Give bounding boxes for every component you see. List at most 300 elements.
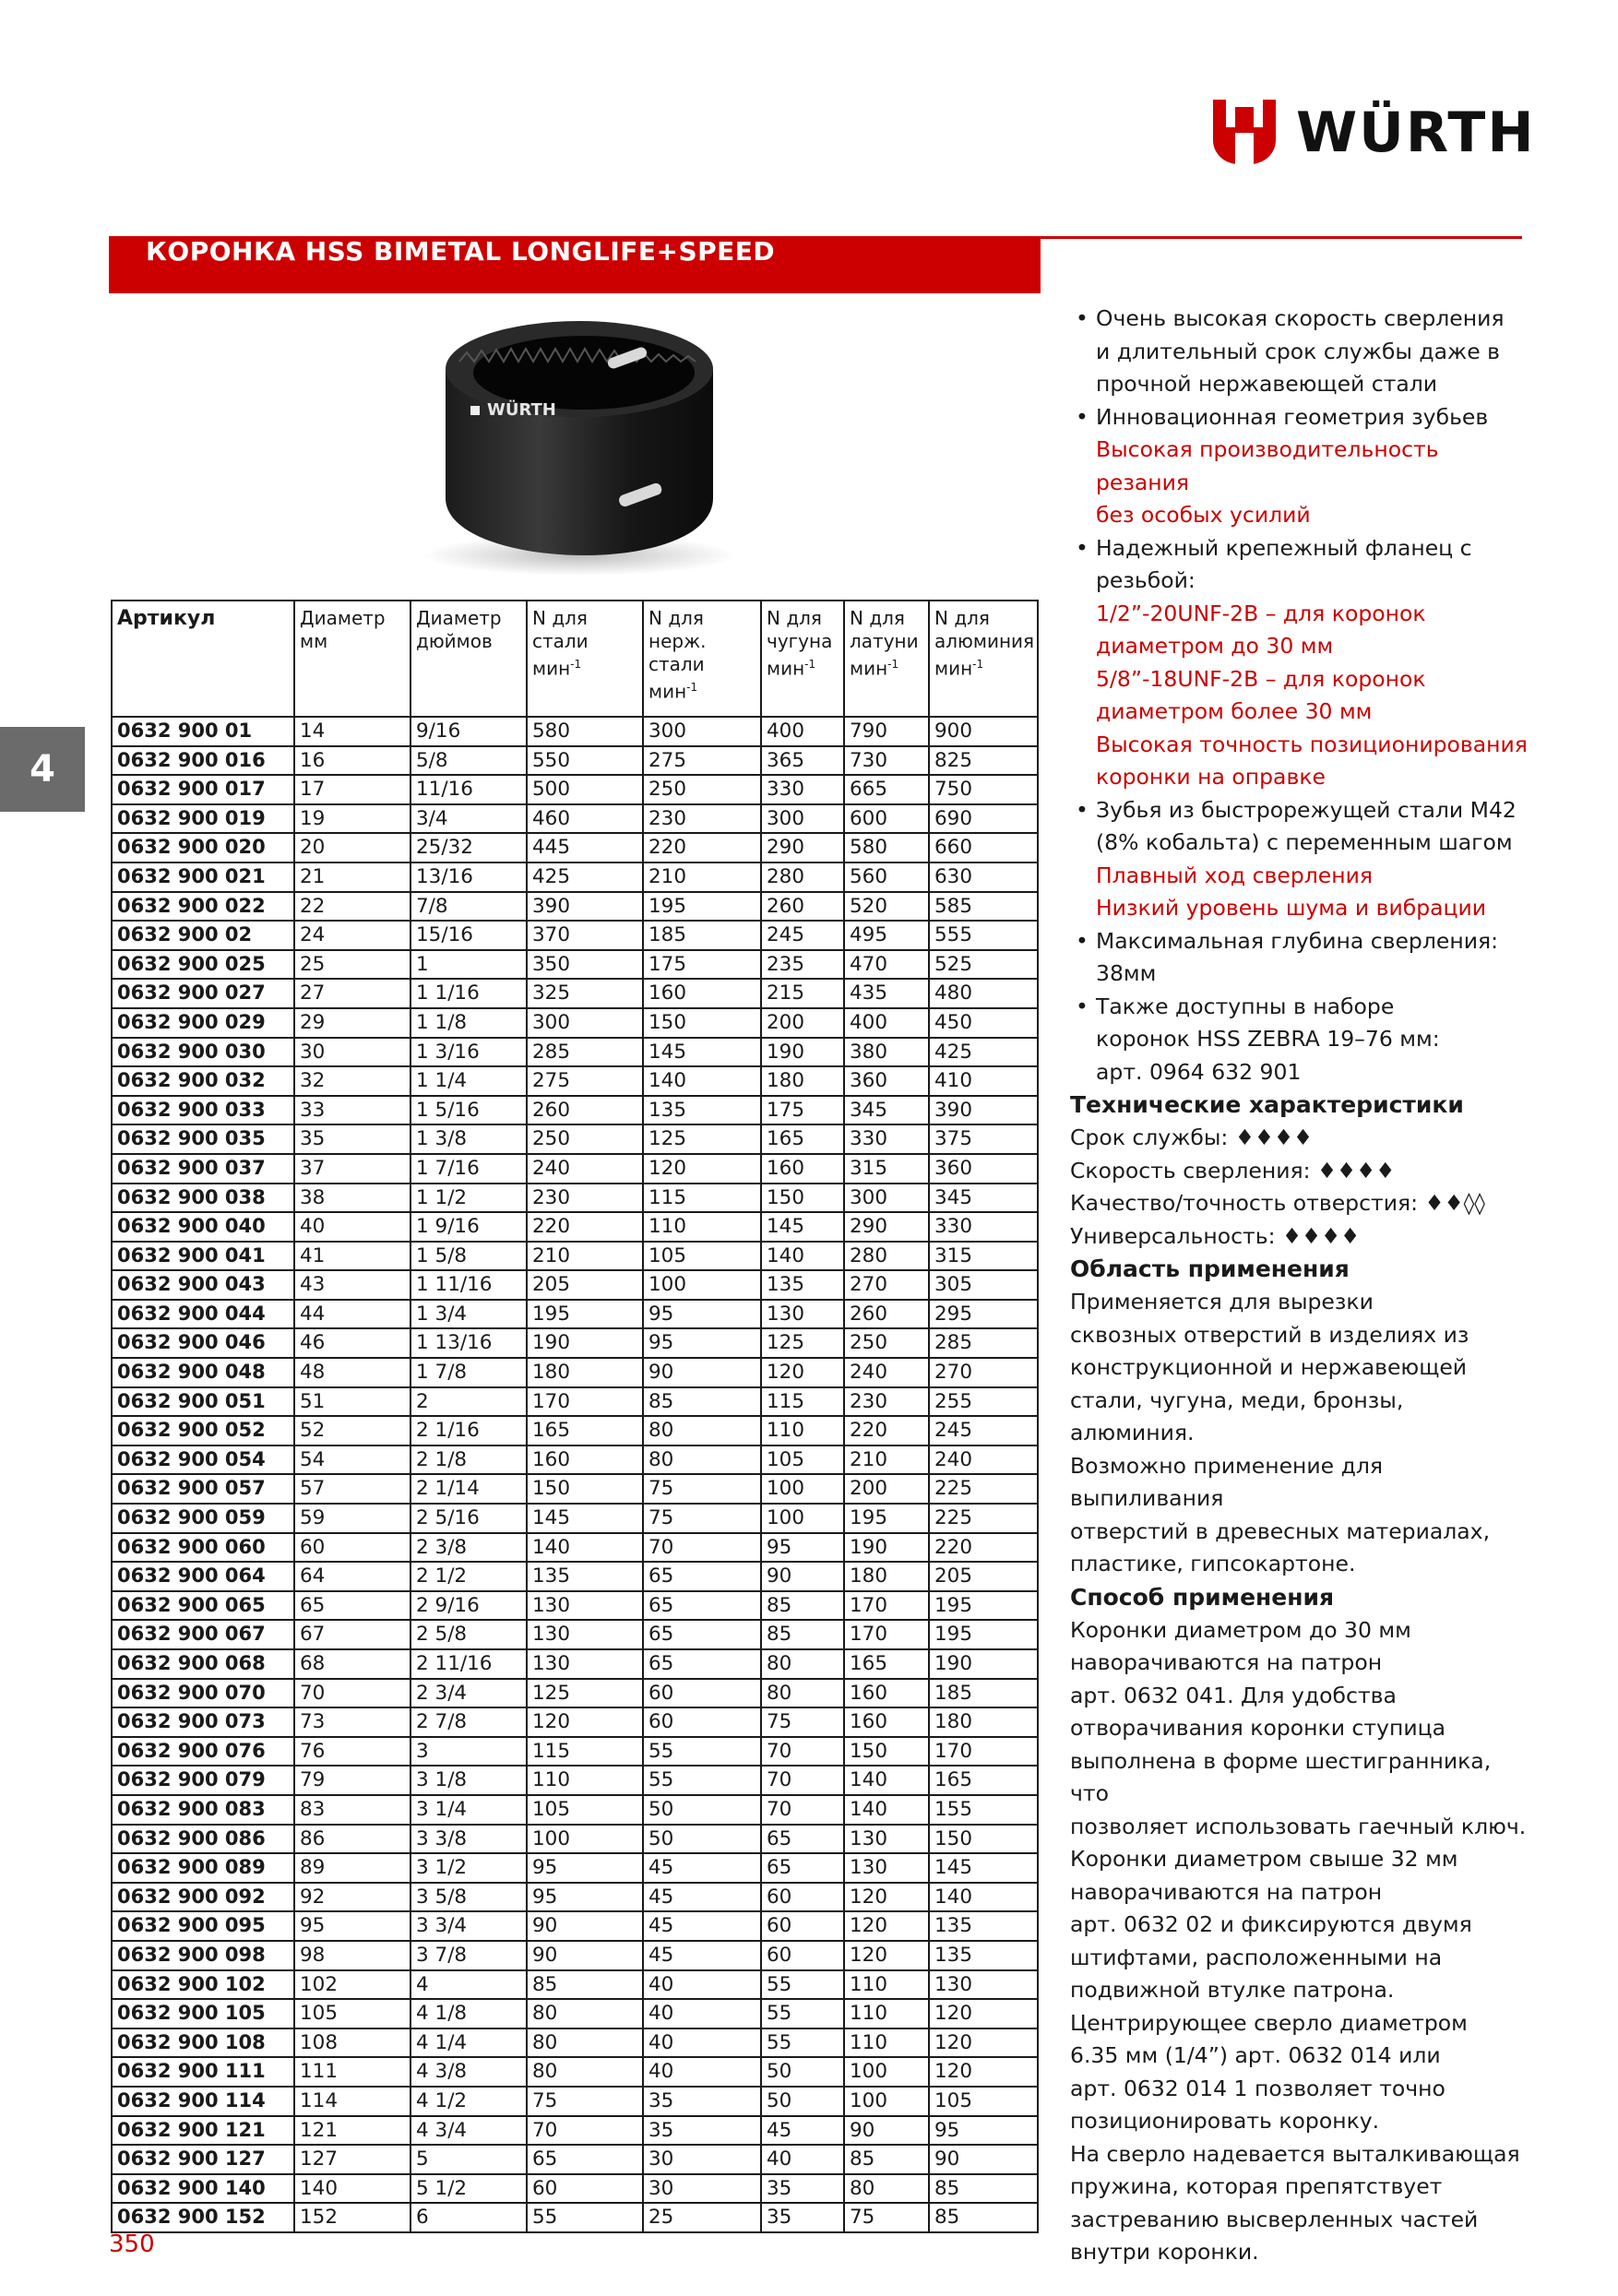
- article-cell: 0632 900 064: [112, 1562, 294, 1591]
- table-cell: 90: [929, 2145, 1038, 2174]
- table-cell: 185: [643, 921, 761, 950]
- article-cell: 0632 900 057: [112, 1474, 294, 1504]
- table-cell: 140: [844, 1766, 929, 1795]
- table-cell: 65: [643, 1649, 761, 1679]
- table-cell: 300: [527, 1008, 643, 1038]
- table-cell: 3/4: [410, 804, 527, 834]
- table-cell: 330: [761, 775, 844, 804]
- table-cell: 35: [761, 2203, 844, 2232]
- method-line: Центрирующее сверло диаметром: [1070, 2009, 1468, 2036]
- table-cell: 80: [844, 2174, 929, 2204]
- table-cell: 100: [643, 1270, 761, 1300]
- table-cell: 130: [929, 1970, 1038, 2000]
- table-cell: 270: [929, 1358, 1038, 1387]
- table-cell: 5/8: [410, 746, 527, 776]
- table-row: [112, 1883, 1038, 1912]
- table-cell: 80: [643, 1416, 761, 1445]
- table-cell: 6: [410, 2203, 527, 2232]
- table-cell: 435: [844, 979, 929, 1008]
- table-cell: 25: [294, 950, 410, 980]
- table-cell: 55: [761, 1970, 844, 2000]
- table-cell: 170: [929, 1737, 1038, 1767]
- table-cell: 115: [761, 1387, 844, 1417]
- table-cell: 110: [527, 1766, 643, 1795]
- table-cell: 68: [294, 1649, 410, 1679]
- table-cell: 50: [761, 2087, 844, 2116]
- column-header: N для стали мин$^{-1}$: [527, 601, 643, 717]
- table-cell: 86: [294, 1825, 410, 1854]
- table-cell: 60: [761, 1883, 844, 1912]
- method-line: Коронки диаметром свыше 32 мм: [1070, 1846, 1458, 1872]
- table-cell: 50: [643, 1825, 761, 1854]
- table-cell: 75: [643, 1474, 761, 1504]
- table-row: [112, 1737, 1038, 1767]
- table-cell: 205: [929, 1562, 1038, 1591]
- table-cell: 19: [294, 804, 410, 834]
- article-cell: 0632 900 033: [112, 1096, 294, 1125]
- table-row: [112, 2087, 1038, 2116]
- feature-text: 38мм: [1096, 960, 1157, 986]
- table-cell: 135: [527, 1562, 643, 1591]
- table-cell: 165: [527, 1416, 643, 1445]
- table-cell: 165: [844, 1649, 929, 1679]
- table-cell: 30: [294, 1038, 410, 1067]
- table-cell: 900: [929, 717, 1038, 746]
- table-row: [112, 1300, 1038, 1329]
- feature-item: [1070, 303, 1531, 401]
- table-cell: 445: [527, 833, 643, 862]
- table-cell: 1 1/16: [410, 979, 527, 1008]
- table-cell: 65: [643, 1620, 761, 1649]
- table-row: [112, 1387, 1038, 1417]
- table-cell: 460: [527, 804, 643, 834]
- article-cell: 0632 900 051: [112, 1387, 294, 1417]
- table-row: [112, 862, 1038, 892]
- feature-item: [1070, 532, 1531, 794]
- table-cell: 21: [294, 862, 410, 892]
- table-cell: 85: [929, 2203, 1038, 2232]
- table-cell: 114: [294, 2087, 410, 2116]
- table-cell: 65: [643, 1591, 761, 1621]
- feature-text: резьбой:: [1096, 567, 1196, 593]
- feature-highlight: диаметром до 30 мм: [1096, 633, 1334, 659]
- table-cell: 500: [527, 775, 643, 804]
- table-cell: 76: [294, 1737, 410, 1767]
- table-cell: 90: [527, 1941, 643, 1970]
- area-heading: Область применения: [1070, 1255, 1350, 1282]
- feature-text: • Надежный крепежный фланец с: [1096, 534, 1472, 561]
- table-cell: 100: [761, 1474, 844, 1504]
- article-cell: 0632 900 065: [112, 1591, 294, 1621]
- table-cell: 150: [844, 1737, 929, 1767]
- table-cell: 4 1/2: [410, 2087, 527, 2116]
- table-cell: 85: [844, 2145, 929, 2174]
- table-row: [112, 2116, 1038, 2146]
- method-line: На сверло надевается выталкивающая: [1070, 2140, 1520, 2167]
- table-cell: 165: [929, 1766, 1038, 1795]
- table-cell: 46: [294, 1328, 410, 1358]
- table-cell: 3 7/8: [410, 1941, 527, 1970]
- table-cell: 35: [761, 2174, 844, 2204]
- table-cell: 260: [527, 1096, 643, 1125]
- feature-highlight: Плавный ход сверления: [1096, 862, 1374, 888]
- article-cell: 0632 900 114: [112, 2087, 294, 2116]
- table-cell: 92: [294, 1883, 410, 1912]
- table-cell: 155: [929, 1795, 1038, 1825]
- table-cell: 90: [844, 2116, 929, 2146]
- method-line: наворачиваются на патрон: [1070, 1649, 1383, 1675]
- table-cell: 1 3/4: [410, 1300, 527, 1329]
- table-cell: 60: [643, 1679, 761, 1708]
- table-cell: 60: [643, 1707, 761, 1737]
- table-cell: 120: [643, 1154, 761, 1184]
- page-number: 350: [109, 2231, 155, 2258]
- table-cell: 360: [929, 1154, 1038, 1184]
- table-row: [112, 1533, 1038, 1563]
- table-cell: 240: [527, 1154, 643, 1184]
- table-cell: 305: [929, 1270, 1038, 1300]
- table-cell: 67: [294, 1620, 410, 1649]
- feature-highlight: коронки на оправке: [1096, 764, 1326, 790]
- table-cell: 180: [929, 1707, 1038, 1737]
- table-row: [112, 1591, 1038, 1621]
- table-cell: 70: [761, 1795, 844, 1825]
- area-text: [1070, 1286, 1531, 1581]
- table-cell: 1 7/8: [410, 1358, 527, 1387]
- table-cell: 150: [643, 1008, 761, 1038]
- table-cell: 450: [929, 1008, 1038, 1038]
- table-cell: 130: [844, 1825, 929, 1854]
- feature-text: • Максимальная глубина сверления:: [1096, 927, 1499, 954]
- table-cell: 65: [527, 2145, 643, 2174]
- table-cell: 3 3/8: [410, 1825, 527, 1854]
- table-row: [112, 2028, 1038, 2058]
- table-row: [112, 1504, 1038, 1533]
- table-cell: 90: [643, 1358, 761, 1387]
- table-cell: 40: [761, 2145, 844, 2174]
- table-cell: 60: [527, 2174, 643, 2204]
- table-cell: 2 3/4: [410, 1679, 527, 1708]
- table-cell: 35: [294, 1124, 410, 1154]
- table-cell: 180: [761, 1066, 844, 1096]
- table-cell: 90: [761, 1562, 844, 1591]
- table-row: [112, 775, 1038, 804]
- column-header: N для нерж. стали мин$^{-1}$: [643, 601, 761, 717]
- article-cell: 0632 900 044: [112, 1300, 294, 1329]
- table-row: [112, 2203, 1038, 2232]
- table-cell: 3 5/8: [410, 1883, 527, 1912]
- table-cell: 270: [844, 1270, 929, 1300]
- table-cell: 215: [761, 979, 844, 1008]
- table-cell: 2 1/14: [410, 1474, 527, 1504]
- table-cell: 520: [844, 892, 929, 922]
- table-cell: 4 1/4: [410, 2028, 527, 2058]
- table-row: [112, 979, 1038, 1008]
- method-line: арт. 0632 014 1 позволяет точно: [1070, 2075, 1445, 2101]
- article-cell: 0632 900 121: [112, 2116, 294, 2146]
- table-cell: 79: [294, 1766, 410, 1795]
- table-cell: 400: [844, 1008, 929, 1038]
- table-cell: 40: [294, 1212, 410, 1242]
- table-cell: 290: [761, 833, 844, 862]
- column-header: Артикул: [112, 601, 294, 717]
- method-line: позиционировать коронку.: [1070, 2108, 1380, 2134]
- column-header: N для чугуна мин$^{-1}$: [761, 601, 844, 717]
- table-cell: 25/32: [410, 833, 527, 862]
- table-cell: 185: [929, 1679, 1038, 1708]
- table-cell: 125: [527, 1679, 643, 1708]
- article-cell: 0632 900 068: [112, 1649, 294, 1679]
- table-cell: 110: [844, 2028, 929, 2058]
- table-header-row: [112, 601, 1038, 717]
- article-cell: 0632 900 083: [112, 1795, 294, 1825]
- table-cell: 135: [643, 1096, 761, 1125]
- hole-saw-image: [404, 304, 745, 581]
- table-cell: 4 3/4: [410, 2116, 527, 2146]
- table-cell: 64: [294, 1562, 410, 1591]
- feature-text: • Очень высокая скорость сверления: [1096, 305, 1505, 331]
- table-cell: 220: [929, 1533, 1038, 1563]
- table-cell: 80: [643, 1445, 761, 1475]
- table-cell: 24: [294, 921, 410, 950]
- table-cell: 555: [929, 921, 1038, 950]
- table-cell: 220: [844, 1416, 929, 1445]
- article-cell: 0632 900 025: [112, 950, 294, 980]
- table-cell: 45: [643, 1941, 761, 1970]
- table-cell: 9/16: [410, 717, 527, 746]
- table-cell: 1 5/16: [410, 1096, 527, 1125]
- table-cell: 285: [929, 1328, 1038, 1358]
- table-cell: 4 1/8: [410, 1999, 527, 2028]
- table-cell: 560: [844, 862, 929, 892]
- feature-item: [1070, 794, 1531, 925]
- table-cell: 160: [527, 1445, 643, 1475]
- table-cell: 55: [527, 2203, 643, 2232]
- table-row: [112, 2145, 1038, 2174]
- table-cell: 95: [527, 1883, 643, 1912]
- table-cell: 130: [527, 1620, 643, 1649]
- article-cell: 0632 900 140: [112, 2174, 294, 2204]
- table-cell: 110: [844, 1970, 929, 2000]
- table-cell: 5 1/2: [410, 2174, 527, 2204]
- tech-line: Срок службы: ♦♦♦♦: [1070, 1124, 1314, 1150]
- table-cell: 80: [527, 2028, 643, 2058]
- method-line: подвижной втулке патрона.: [1070, 1977, 1395, 2003]
- table-cell: 130: [527, 1591, 643, 1621]
- table-cell: 70: [643, 1533, 761, 1563]
- table-cell: 290: [844, 1212, 929, 1242]
- table-row: [112, 2057, 1038, 2087]
- table-cell: 170: [844, 1591, 929, 1621]
- article-cell: 0632 900 038: [112, 1184, 294, 1213]
- article-cell: 0632 900 021: [112, 862, 294, 892]
- table-cell: 140: [844, 1795, 929, 1825]
- table-cell: 230: [643, 804, 761, 834]
- feature-highlight: диаметром более 30 мм: [1096, 698, 1373, 724]
- table-cell: 2 11/16: [410, 1649, 527, 1679]
- table-cell: 54: [294, 1445, 410, 1475]
- table-cell: 210: [643, 862, 761, 892]
- table-cell: 89: [294, 1853, 410, 1883]
- table-cell: 210: [527, 1242, 643, 1271]
- article-cell: 0632 900 102: [112, 1970, 294, 2000]
- features-column: [1070, 303, 1531, 2269]
- table-row: [112, 1825, 1038, 1854]
- table-cell: 1 3/8: [410, 1124, 527, 1154]
- table-cell: 160: [761, 1154, 844, 1184]
- table-row: [112, 746, 1038, 776]
- table-cell: 2 1/8: [410, 1445, 527, 1475]
- table-row: [112, 1270, 1038, 1300]
- table-cell: 70: [527, 2116, 643, 2146]
- table-cell: 130: [844, 1853, 929, 1883]
- area-line: пластике, гипсокартоне.: [1070, 1551, 1356, 1576]
- article-cell: 0632 900 029: [112, 1008, 294, 1038]
- table-cell: 120: [844, 1911, 929, 1941]
- spec-table: [111, 600, 1039, 2233]
- table-cell: 60: [294, 1533, 410, 1563]
- method-text: [1070, 1614, 1531, 2269]
- table-cell: 95: [643, 1300, 761, 1329]
- table-cell: 175: [643, 950, 761, 980]
- table-cell: 730: [844, 746, 929, 776]
- article-cell: 0632 900 041: [112, 1242, 294, 1271]
- table-row: [112, 1707, 1038, 1737]
- table-cell: 2 3/8: [410, 1533, 527, 1563]
- table-cell: 345: [929, 1184, 1038, 1213]
- article-cell: 0632 900 105: [112, 1999, 294, 2028]
- table-cell: 230: [527, 1184, 643, 1213]
- table-cell: 152: [294, 2203, 410, 2232]
- table-cell: 660: [929, 833, 1038, 862]
- table-cell: 255: [929, 1387, 1038, 1417]
- table-row: [112, 1999, 1038, 2028]
- table-cell: 2: [410, 1387, 527, 1417]
- table-cell: 2 5/8: [410, 1620, 527, 1649]
- table-cell: 1: [410, 950, 527, 980]
- table-cell: 83: [294, 1795, 410, 1825]
- table-cell: 690: [929, 804, 1038, 834]
- table-cell: 45: [643, 1883, 761, 1912]
- table-cell: 1 1/2: [410, 1184, 527, 1213]
- table-cell: 59: [294, 1504, 410, 1533]
- table-cell: 35: [643, 2087, 761, 2116]
- table-cell: 360: [844, 1066, 929, 1096]
- article-cell: 0632 900 095: [112, 1911, 294, 1941]
- table-cell: 220: [643, 833, 761, 862]
- table-cell: 600: [844, 804, 929, 834]
- article-cell: 0632 900 037: [112, 1154, 294, 1184]
- table-cell: 145: [527, 1504, 643, 1533]
- table-cell: 140: [929, 1883, 1038, 1912]
- feature-text: • Также доступны в наборе: [1096, 993, 1395, 1019]
- table-cell: 55: [761, 1999, 844, 2028]
- table-cell: 80: [527, 1999, 643, 2028]
- method-line: застреванию высверленных частей: [1070, 2206, 1479, 2232]
- table-cell: 250: [844, 1328, 929, 1358]
- table-cell: 40: [643, 1970, 761, 2000]
- article-cell: 0632 900 048: [112, 1358, 294, 1387]
- table-cell: 495: [844, 921, 929, 950]
- method-line: выполнена в форме шестигранника, что: [1070, 1747, 1492, 1806]
- article-cell: 0632 900 059: [112, 1504, 294, 1533]
- table-cell: 790: [844, 717, 929, 746]
- table-cell: 170: [527, 1387, 643, 1417]
- table-row: [112, 950, 1038, 980]
- article-cell: 0632 900 152: [112, 2203, 294, 2232]
- table-cell: 245: [761, 921, 844, 950]
- table-cell: 125: [643, 1124, 761, 1154]
- table-cell: 16: [294, 746, 410, 776]
- method-line: штифтами, расположенными на: [1070, 1944, 1443, 1970]
- table-cell: 45: [643, 1911, 761, 1941]
- table-cell: 85: [929, 2174, 1038, 2204]
- table-cell: 135: [761, 1270, 844, 1300]
- area-line: стали, чугуна, меди, бронзы, алюминия.: [1070, 1386, 1404, 1445]
- table-row: [112, 1766, 1038, 1795]
- table-cell: 2 5/16: [410, 1504, 527, 1533]
- table-row: [112, 1066, 1038, 1096]
- table-row: [112, 892, 1038, 922]
- method-line: отворачивания коронки ступица: [1070, 1715, 1445, 1741]
- table-cell: 20: [294, 833, 410, 862]
- article-cell: 0632 900 02: [112, 921, 294, 950]
- article-cell: 0632 900 043: [112, 1270, 294, 1300]
- table-cell: 300: [761, 804, 844, 834]
- table-cell: 45: [761, 2116, 844, 2146]
- table-cell: 80: [761, 1679, 844, 1708]
- article-cell: 0632 900 098: [112, 1941, 294, 1970]
- table-cell: 190: [761, 1038, 844, 1067]
- feature-text: (8% кобальта) с переменным шагом: [1096, 829, 1513, 855]
- table-cell: 85: [761, 1591, 844, 1621]
- table-row: [112, 1941, 1038, 1970]
- table-cell: 240: [929, 1445, 1038, 1475]
- method-line: пружина, которая препятствует: [1070, 2173, 1443, 2199]
- article-cell: 0632 900 01: [112, 717, 294, 746]
- table-cell: 1 5/8: [410, 1242, 527, 1271]
- table-cell: 75: [761, 1707, 844, 1737]
- table-cell: 55: [643, 1766, 761, 1795]
- table-row: [112, 1853, 1038, 1883]
- table-cell: 45: [643, 1853, 761, 1883]
- table-row: [112, 921, 1038, 950]
- table-cell: 121: [294, 2116, 410, 2146]
- table-cell: 73: [294, 1707, 410, 1737]
- table-cell: 51: [294, 1387, 410, 1417]
- table-cell: 35: [643, 2116, 761, 2146]
- article-cell: 0632 900 086: [112, 1825, 294, 1854]
- table-cell: 105: [527, 1795, 643, 1825]
- table-cell: 3 1/4: [410, 1795, 527, 1825]
- table-cell: 115: [643, 1184, 761, 1213]
- table-cell: 240: [844, 1358, 929, 1387]
- table-cell: 70: [761, 1766, 844, 1795]
- table-cell: 2 1/16: [410, 1416, 527, 1445]
- table-cell: 120: [929, 1999, 1038, 2028]
- table-cell: 105: [761, 1445, 844, 1475]
- table-cell: 52: [294, 1416, 410, 1445]
- table-cell: 250: [527, 1124, 643, 1154]
- table-row: [112, 833, 1038, 862]
- table-cell: 30: [643, 2145, 761, 2174]
- table-cell: 295: [929, 1300, 1038, 1329]
- article-cell: 0632 900 046: [112, 1328, 294, 1358]
- table-cell: 100: [844, 2087, 929, 2116]
- table-cell: 105: [294, 1999, 410, 2028]
- table-cell: 17: [294, 775, 410, 804]
- method-heading: Способ применения: [1070, 1583, 1335, 1611]
